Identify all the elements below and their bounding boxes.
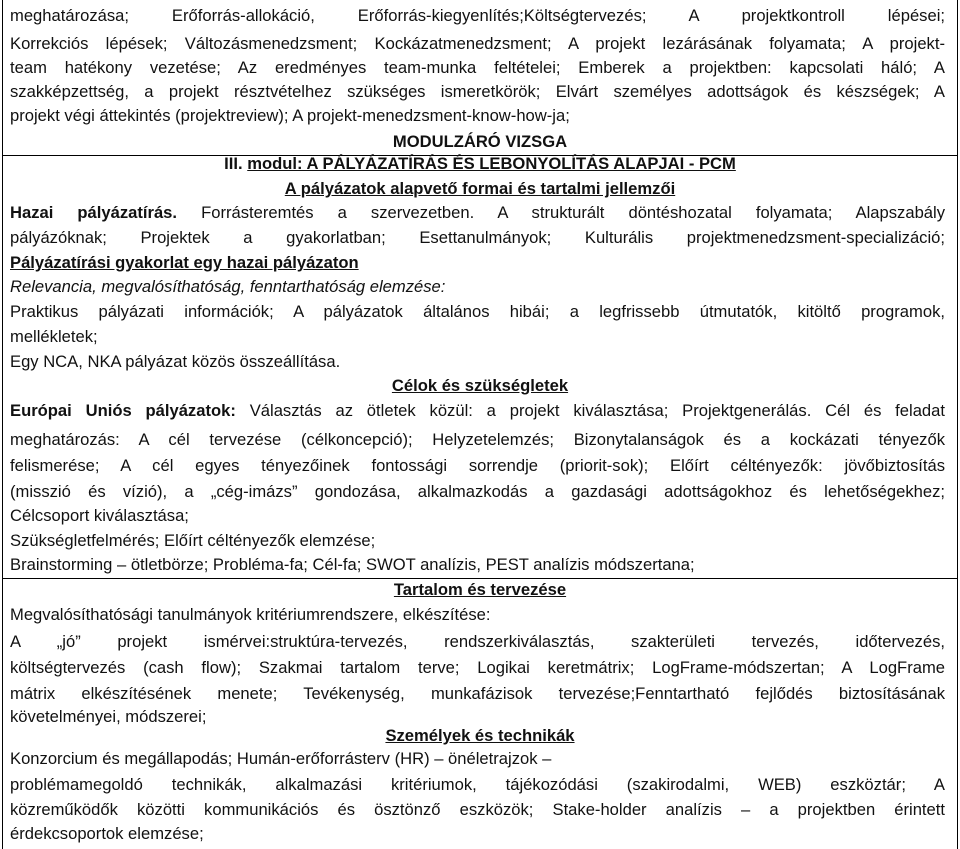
eu-line-rest: Választás az ötletek közül: a projekt kiválasztása; Projektgenerálás. Cél és feladat — [235, 401, 946, 420]
text-line: közreműködők közötti kommunikációs és ösztönző eszközök; Stake-holder analízis – a projektben érintett — [10, 800, 945, 819]
italic-line: Relevancia, megvalósíthatóság, fenntarthatóság elemzése: — [10, 277, 446, 296]
text-line: Korrekciós lépések; Változásmenedzsment; Kockázatmenedzsment; A projekt lezárásának folyamata; A projekt- — [10, 34, 945, 53]
text-line — [10, 201, 945, 225]
text-line: Konzorcium és megállapodás; Humán-erőforrásterv (HR) – önéletrajzok – — [10, 749, 552, 768]
text-line: pályázóknak; Projektek a gyakorlatban; Esettanulmányok; Kulturális projektmenedzsment-specializáció; — [10, 228, 945, 247]
table-left-border — [2, 0, 3, 849]
text-line: Célcsoport kiválasztása; — [10, 506, 189, 525]
hazai-line-rest: Forrásteremtés a szervezetben. A strukturált döntéshozatal folyamata; Alapszabály — [177, 203, 946, 222]
text-line: érdekcsoportok elemzése; — [10, 824, 204, 843]
module-name: modul: A PÁLYÁZATÍRÁS ÉS LEBONYOLÍTÁS ALAPJAI - PCM — [247, 154, 736, 173]
text-line: (misszió és vízió), a „cég-imázs” gondozása, alkalmazkodás a gazdasági adottságokhoz és lehetőségekhez; — [10, 482, 945, 501]
module-subtitle: A pályázatok alapvető formai és tartalmi jellemzői — [284, 179, 676, 198]
table-right-border — [957, 0, 958, 849]
section-heading: Célok és szükségletek — [391, 376, 569, 395]
section-heading: Személyek és technikák — [385, 726, 575, 745]
text-line — [10, 399, 945, 423]
text-line: problémamegoldó technikák, alkalmazási kritériumok, tájékozódási (szakirodalmi, WEB) eszköztár; A — [10, 775, 945, 794]
text-line: Praktikus pályázati információk; A pályázatok általános hibái; a legfrissebb útmutatók, kitöltő programok, — [10, 302, 945, 321]
text-line: szakképzettség, a projekt résztvételhez szükséges ismeretkörök; Elvárt személyes adottságok és készségek; A — [10, 82, 945, 101]
section-heading: Pályázatírási gyakorlat egy hazai pályázaton — [10, 253, 359, 272]
text-line: meghatározása; Erőforrás-allokáció, Erőforrás-kiegyenlítés;Költségtervezés; A projektkontroll lépései; — [10, 6, 945, 25]
module-title — [2, 152, 958, 176]
text-line: költségtervezés (cash flow); Szakmai tartalom terve; Logikai keretmátrix; LogFrame-módszertan; A LogFrame — [10, 658, 945, 677]
exam-title: MODULZÁRÓ VIZSGA — [392, 132, 568, 151]
text-line: követelményei, módszerei; — [10, 707, 207, 726]
text-line: mátrix elkészítésének menete; Tevékenység, munkafázisok tervezése;Fenntartható fejlődés biztosításának — [10, 684, 945, 703]
text-line: Szükségletfelmérés; Előírt céltényezők elemzése; — [10, 531, 376, 550]
module-number: III. — [224, 154, 243, 173]
text-line: projekt végi áttekintés (projektreview); A projekt-menedzsment-know-how-ja; — [10, 106, 570, 125]
text-line: Megvalósíthatósági tanulmányok kritériumrendszere, elkészítése: — [10, 605, 491, 624]
hazai-lead: Hazai pályázatírás. — [10, 203, 178, 222]
text-line: felismerése; A cél egyes tényezőinek fontossági sorrendje (priorit-sok); Előírt céltényezők: jövőbiztosítás — [10, 456, 945, 475]
text-line: Brainstorming – ötletbörze; Probléma-fa; Cél-fa; SWOT analízis, PEST analízis módszertana; — [10, 555, 695, 574]
text-line: team hatékony vezetése; Az eredményes team-munka feltételei; Emberek a projektben: kapcsolati háló; A — [10, 58, 945, 77]
text-line: mellékletek; — [10, 327, 98, 346]
text-line: Egy NCA, NKA pályázat közös összeállítása. — [10, 352, 341, 371]
eu-lead: Európai Uniós pályázatok: — [10, 401, 236, 420]
text-line: meghatározás: A cél tervezése (célkoncepció); Helyzetelemzés; Bizonytalanságok és a kockázati tényezők — [10, 430, 945, 449]
section-heading: Tartalom és tervezése — [393, 580, 567, 599]
text-line: A „jó” projekt ismérvei:struktúra-tervezés, rendszerkiválasztás, szakterületi tervezés, időtervezés, — [10, 632, 945, 651]
